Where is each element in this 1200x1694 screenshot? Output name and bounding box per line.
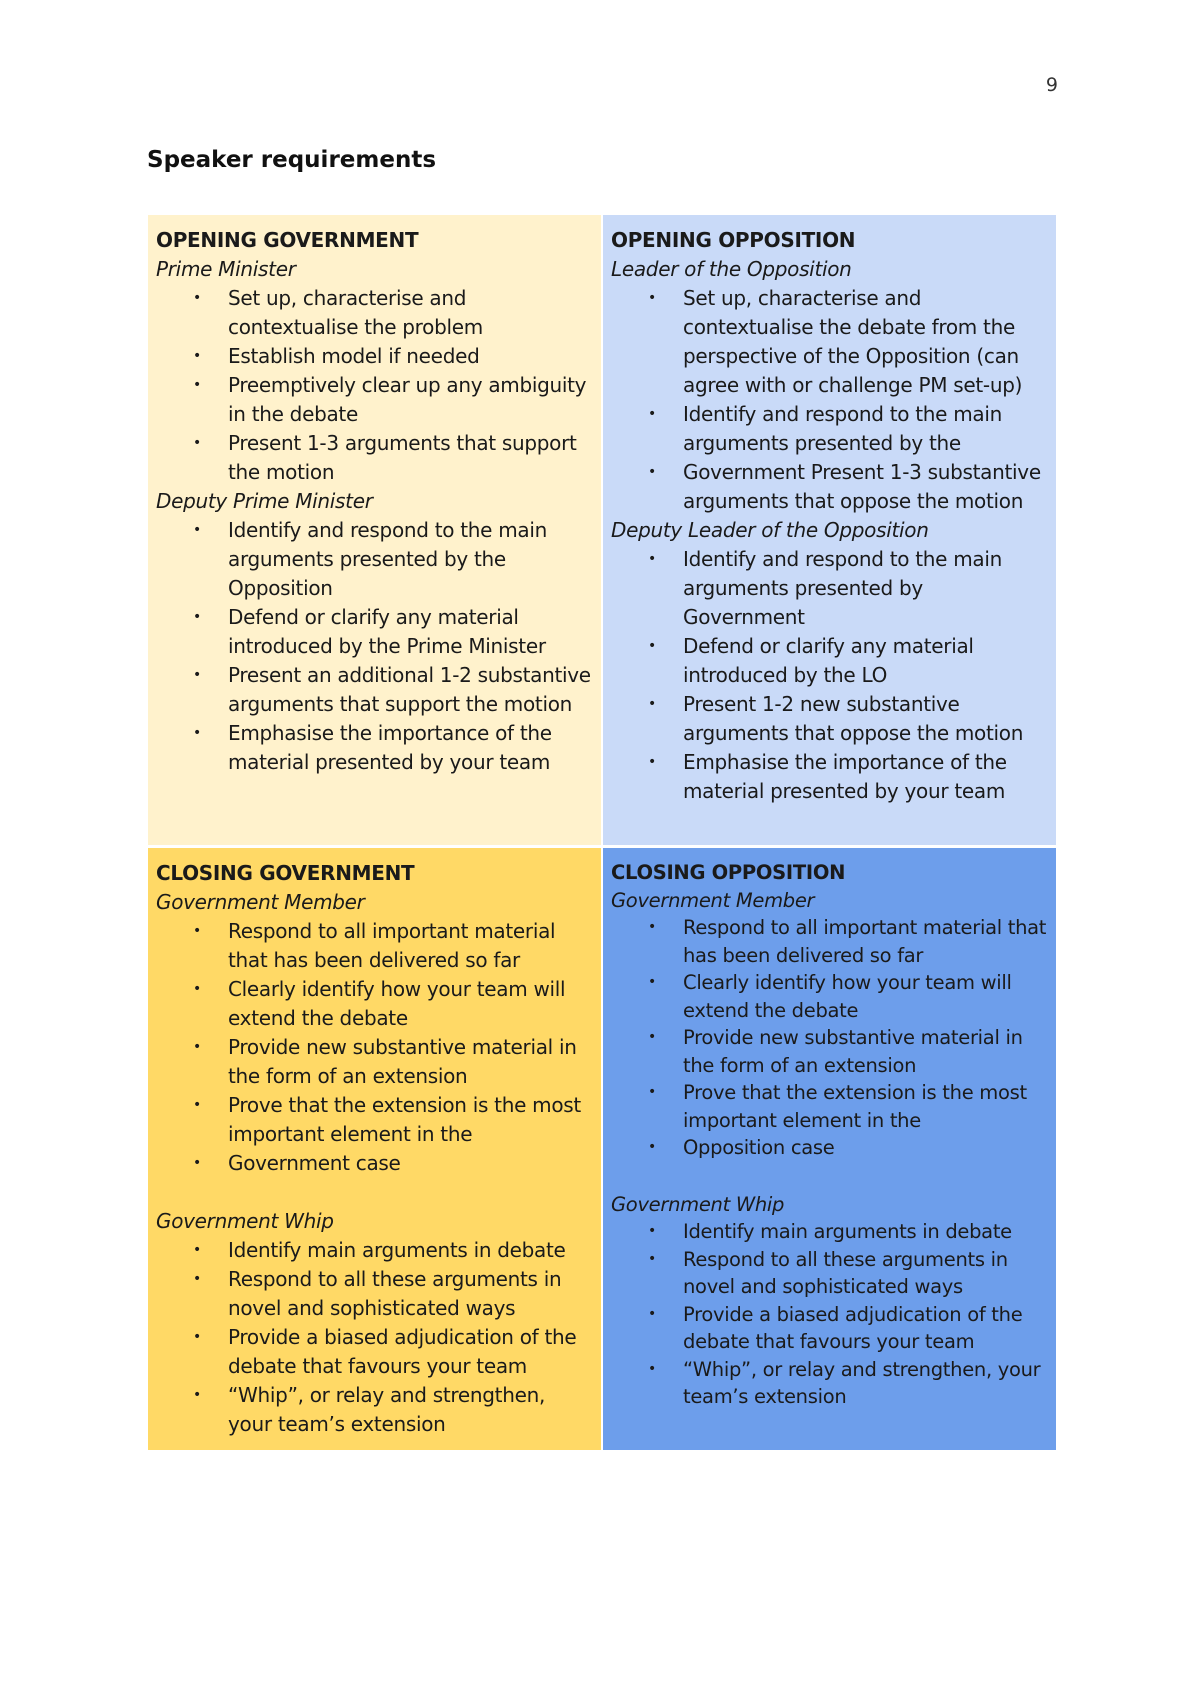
list-item-text: Provide new substantive material in the form of an extension: [228, 1035, 577, 1088]
role-title: Government Whip: [611, 1192, 785, 1216]
list-item: [156, 1149, 593, 1178]
list-item: [156, 429, 593, 487]
role-spacer: [156, 1178, 593, 1207]
list-item: [156, 1033, 593, 1091]
requirement-list: [611, 545, 1048, 806]
requirement-list: [156, 516, 593, 777]
list-item-text: Provide a biased adjudication of the debate that favours your team: [683, 1302, 1023, 1353]
list-item-text: Clearly identify how your team will extend the debate: [683, 971, 1012, 1022]
list-item-text: Identify and respond to the main arguments presented by the: [683, 402, 1002, 455]
role-spacer: [611, 1162, 1048, 1191]
requirement-list: [156, 1236, 593, 1439]
list-item: [156, 284, 593, 342]
cell-heading: OPENING GOVERNMENT: [156, 228, 419, 252]
bullet-icon: •: [193, 609, 201, 625]
requirement-list: [611, 1218, 1048, 1411]
list-item: [611, 1079, 1048, 1134]
list-item-text: Opposition case: [683, 1136, 835, 1159]
bullet-icon: •: [193, 981, 201, 997]
list-item-text: Provide new substantive material in the form of an extension: [683, 1026, 1023, 1077]
list-item: [611, 458, 1048, 516]
list-item-text: Set up, characterise and contextualise the debate from the perspective of the Opposition (can agree with or challenge PM set-up): [683, 286, 1023, 397]
list-item: [611, 748, 1048, 806]
list-item-text: Identify and respond to the main arguments presented by the Opposition: [228, 518, 547, 600]
list-item-text: Prove that the extension is the most important element in the: [683, 1081, 1027, 1132]
bullet-icon: •: [648, 551, 656, 567]
list-item-text: Emphasise the importance of the material presented by your team: [683, 750, 1007, 803]
closing-opposition-cell: [603, 848, 1056, 1450]
list-item-text: Government Present 1-3 substantive arguments that oppose the motion: [683, 460, 1041, 513]
list-item-text: Respond to all these arguments in novel and sophisticated ways: [683, 1247, 1008, 1298]
bullet-icon: •: [648, 974, 656, 990]
role-title: Government Whip: [156, 1209, 334, 1233]
list-item: [156, 917, 593, 975]
bullet-icon: •: [193, 435, 201, 451]
bullet-icon: •: [648, 1084, 656, 1100]
bullet-icon: •: [648, 464, 656, 480]
list-item-text: Present 1-3 arguments that support the motion: [228, 431, 577, 484]
role-title: Government Member: [156, 890, 365, 914]
list-item: [611, 1356, 1048, 1411]
cell-heading: CLOSING OPPOSITION: [611, 861, 846, 884]
requirement-list: [156, 917, 593, 1178]
list-item: [156, 661, 593, 719]
cell-heading: OPENING OPPOSITION: [611, 228, 856, 252]
opening-opposition-cell: [603, 215, 1056, 845]
cell-heading: CLOSING GOVERNMENT: [156, 861, 415, 885]
role-title: Prime Minister: [156, 257, 296, 281]
list-item: [611, 1218, 1048, 1246]
bullet-icon: •: [193, 348, 201, 364]
list-item-text: Government case: [228, 1151, 401, 1175]
list-item: [156, 1265, 593, 1323]
list-item: [156, 975, 593, 1033]
list-item-text: Preemptively clear up any ambiguity in the debate: [228, 373, 587, 426]
role-title: Leader of the Opposition: [611, 257, 852, 281]
list-item: [611, 284, 1048, 400]
bullet-icon: •: [193, 290, 201, 306]
bullet-icon: •: [193, 1242, 201, 1258]
bullet-icon: •: [648, 1139, 656, 1155]
list-item: [156, 1323, 593, 1381]
list-item: [611, 1246, 1048, 1301]
list-item: [156, 371, 593, 429]
list-item: [156, 1091, 593, 1149]
list-item-text: “Whip”, or relay and strengthen, your team’s extension: [228, 1383, 546, 1436]
bullet-icon: •: [648, 754, 656, 770]
list-item-text: Identify main arguments in debate: [228, 1238, 566, 1262]
bullet-icon: •: [648, 1250, 656, 1267]
bullet-icon: •: [648, 406, 656, 422]
bullet-icon: •: [193, 1155, 201, 1171]
list-item: [611, 632, 1048, 690]
list-item: [611, 914, 1048, 969]
role-title: Deputy Leader of the Opposition: [611, 518, 929, 542]
bullet-icon: •: [193, 1329, 201, 1345]
list-item-text: Respond to all important material that has been delivered so far: [683, 916, 1047, 967]
list-item-text: “Whip”, or relay and strengthen, your team’s extension: [683, 1357, 1041, 1408]
list-item: [156, 516, 593, 603]
list-item: [156, 719, 593, 777]
bullet-icon: •: [193, 1039, 201, 1055]
role-title: Government Member: [611, 888, 815, 912]
bullet-icon: •: [648, 919, 656, 935]
bullet-icon: •: [193, 1387, 201, 1403]
closing-government-cell: [148, 848, 601, 1450]
list-item-text: Defend or clarify any material introduced by the LO: [683, 634, 974, 687]
list-item-text: Prove that the extension is the most important element in the: [228, 1093, 581, 1146]
list-item: [156, 603, 593, 661]
list-item: [611, 545, 1048, 632]
bullet-icon: •: [648, 1223, 656, 1239]
list-item-text: Identify main arguments in debate: [683, 1220, 1012, 1243]
list-item-text: Set up, characterise and contextualise the problem: [228, 286, 483, 339]
page-number: 9: [1045, 74, 1058, 96]
bullet-icon: •: [648, 1360, 656, 1377]
list-item: [611, 1134, 1048, 1162]
opening-government-cell: [148, 215, 601, 845]
bullet-icon: •: [648, 1029, 656, 1045]
bullet-icon: •: [193, 377, 201, 393]
list-item: [611, 1024, 1048, 1079]
bullet-icon: •: [193, 725, 201, 741]
list-item: [611, 400, 1048, 458]
list-item: [156, 1236, 593, 1265]
list-item-text: Identify and respond to the main arguments presented by Government: [683, 547, 1002, 629]
list-item-text: Defend or clarify any material introduced by the Prime Minister: [228, 605, 546, 658]
requirement-list: [611, 914, 1048, 1162]
list-item: [156, 1381, 593, 1439]
list-item-text: Respond to all these arguments in novel and sophisticated ways: [228, 1267, 562, 1320]
list-item-text: Establish model if needed: [228, 344, 480, 368]
list-item: [611, 1301, 1048, 1356]
bullet-icon: •: [193, 522, 201, 538]
role-title: Deputy Prime Minister: [156, 489, 373, 513]
bullet-icon: •: [193, 1271, 201, 1287]
bullet-icon: •: [193, 923, 201, 939]
requirement-list: [611, 284, 1048, 516]
bullet-icon: •: [193, 1097, 201, 1113]
bullet-icon: •: [648, 290, 656, 306]
list-item-text: Clearly identify how your team will extend the debate: [228, 977, 566, 1030]
bullet-icon: •: [648, 1305, 656, 1322]
list-item-text: Present an additional 1-2 substantive arguments that support the motion: [228, 663, 591, 716]
bullet-icon: •: [193, 667, 201, 683]
list-item-text: Emphasise the importance of the material presented by your team: [228, 721, 552, 774]
bullet-icon: •: [648, 696, 656, 712]
section-title: Speaker requirements: [147, 147, 437, 173]
list-item-text: Provide a biased adjudication of the debate that favours your team: [228, 1325, 577, 1378]
requirement-list: [156, 284, 593, 487]
list-item: [611, 690, 1048, 748]
speaker-requirements-table: [148, 215, 1056, 1450]
list-item-text: Present 1-2 new substantive arguments that oppose the motion: [683, 692, 1024, 745]
list-item-text: Respond to all important material that has been delivered so far: [228, 919, 556, 972]
list-item: [156, 342, 593, 371]
bullet-icon: •: [648, 638, 656, 654]
list-item: [611, 969, 1048, 1024]
